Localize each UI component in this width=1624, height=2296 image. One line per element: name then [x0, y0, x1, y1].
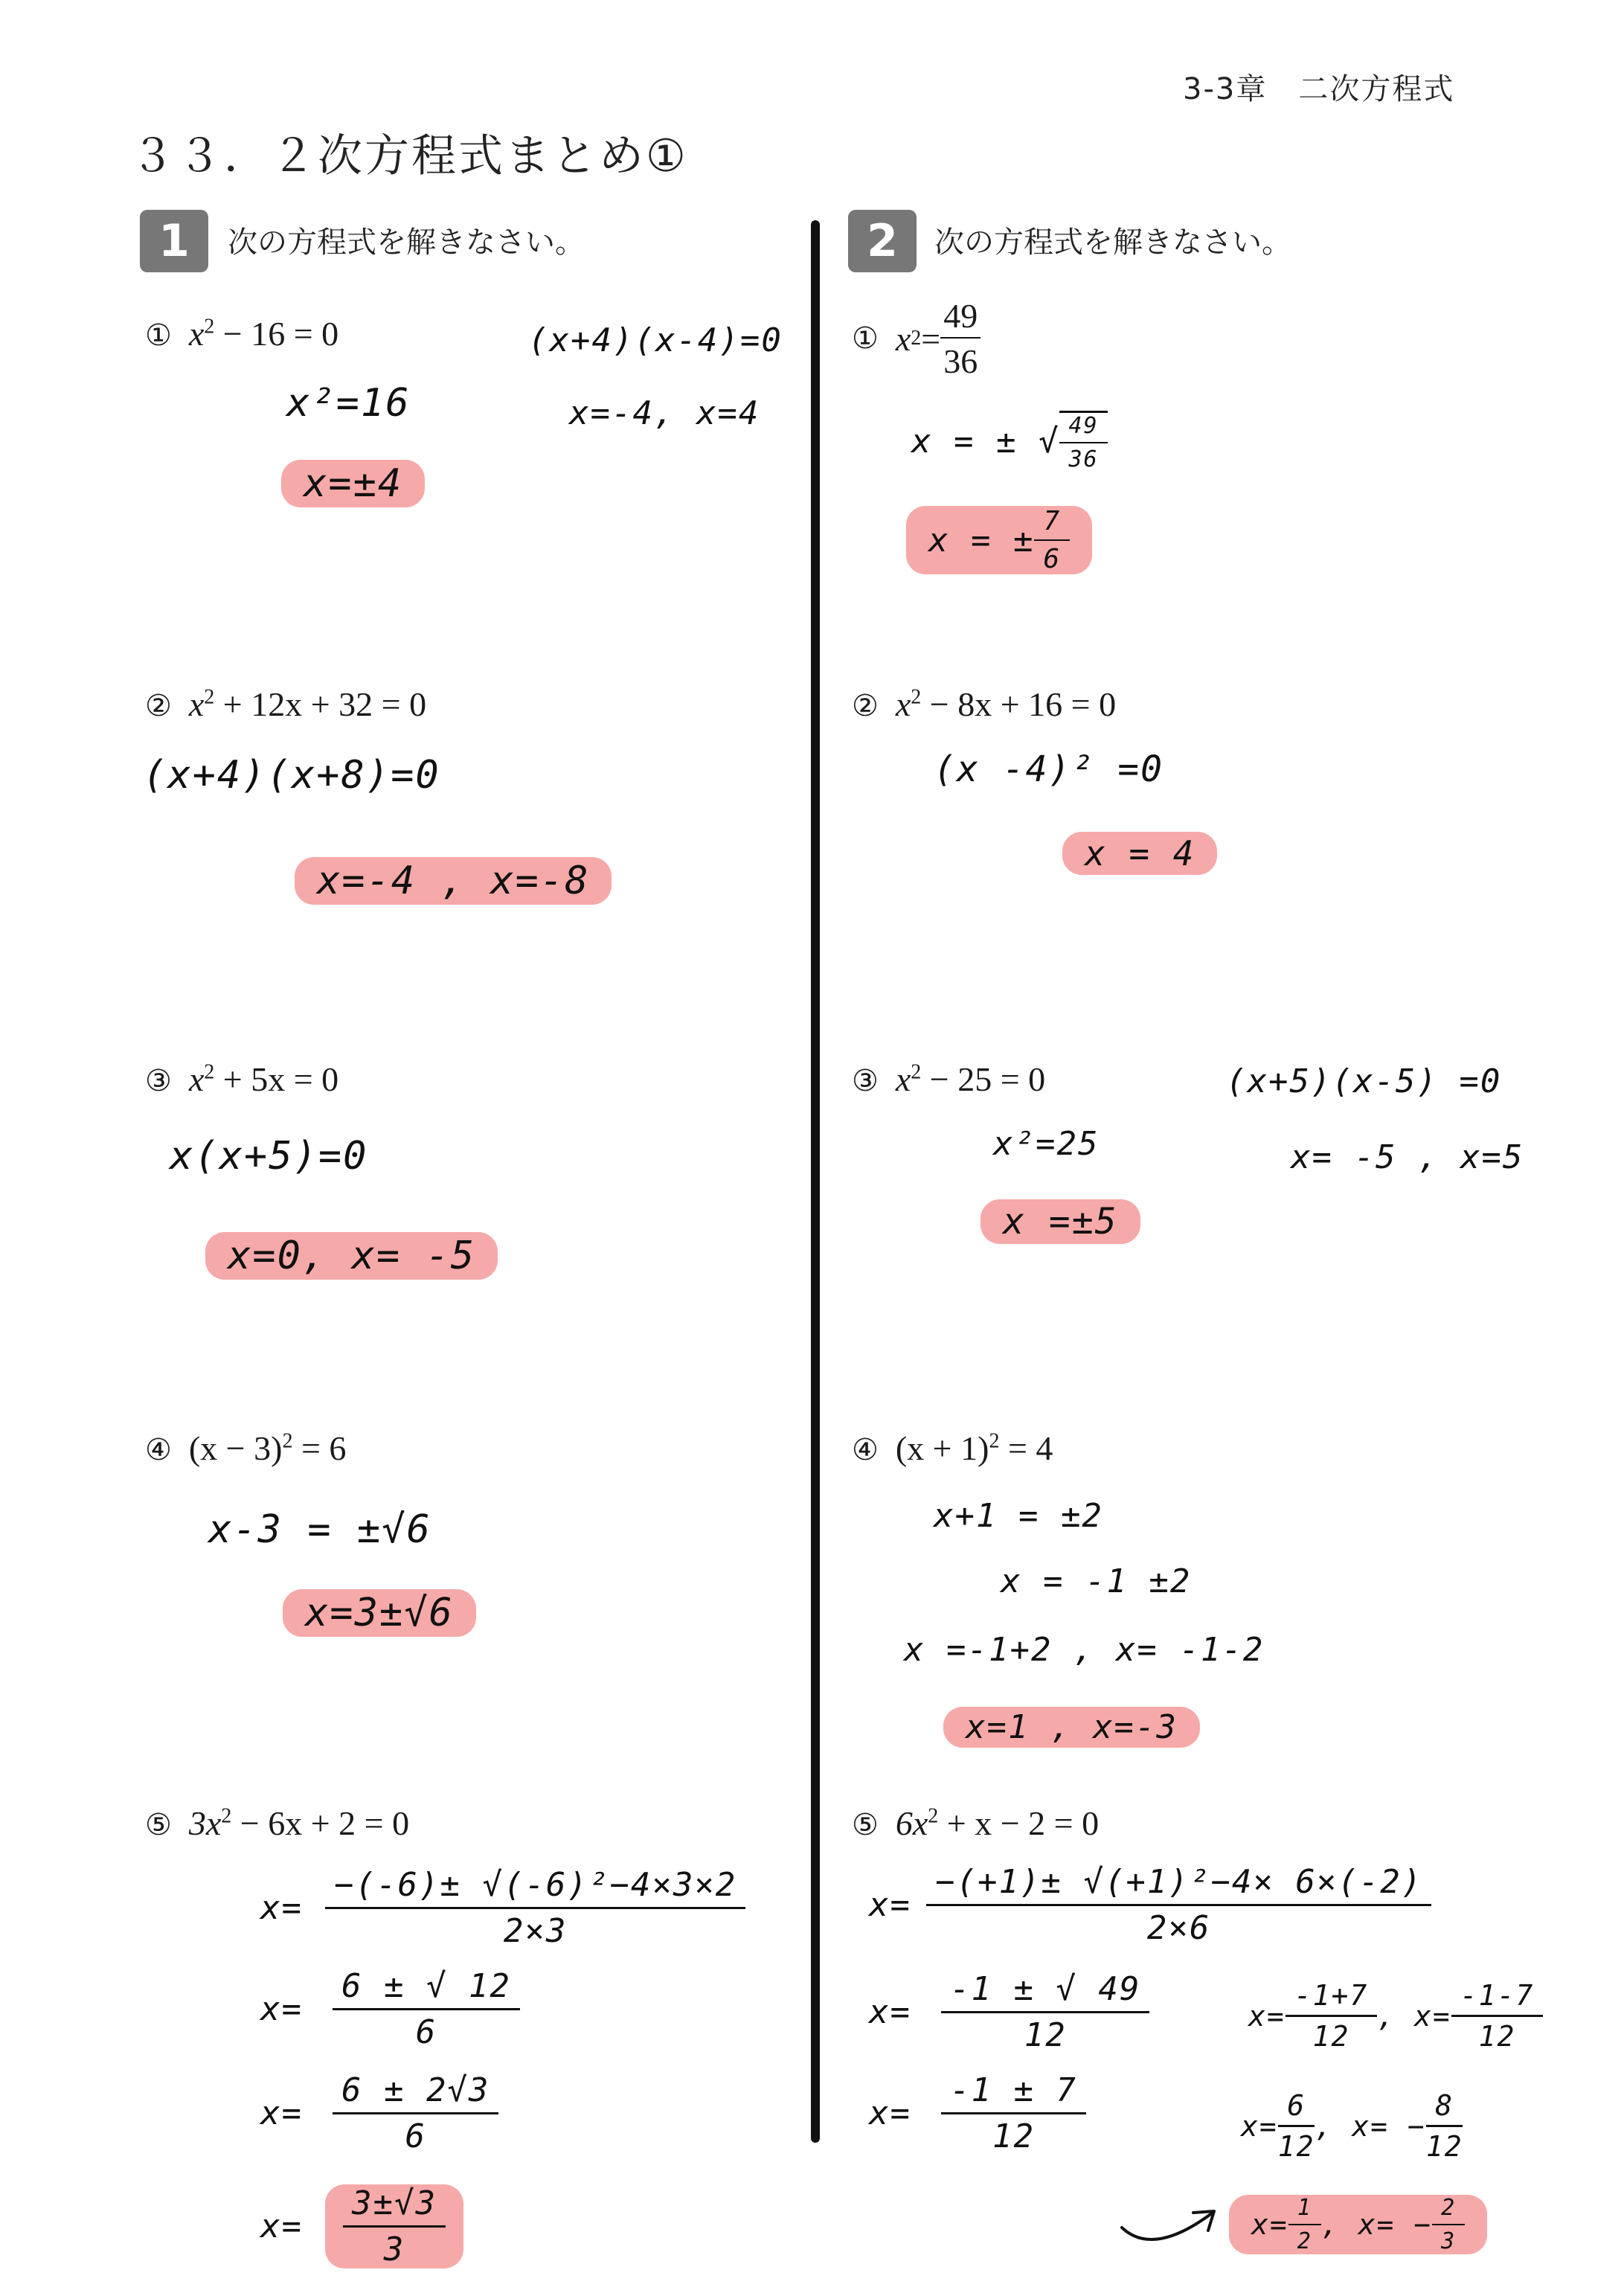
s2-p3-answer: x =±5 [981, 1199, 1140, 1244]
column-divider [811, 220, 820, 2143]
s1-p3-step1: x(x+5)=0 [170, 1134, 368, 1179]
s2-p4-equation [852, 1428, 1053, 1468]
lhs: x= [869, 1886, 911, 1924]
s2-p3-equation [852, 1059, 1045, 1099]
eq-rest: − 16 = 0 [214, 315, 339, 353]
numerator: 3±√3 [343, 2184, 446, 2228]
denominator: 6 [1043, 544, 1062, 574]
problem-number: ⑤ [852, 1808, 879, 1842]
problem-number: ⑤ [145, 1808, 172, 1842]
page-title: ３３．２次方程式まとめ① [130, 130, 688, 182]
numerator: 7 [1034, 506, 1070, 541]
problem-number: ② [852, 689, 879, 723]
s2-p4-step3: x =-1+2 , x= -1-2 [904, 1631, 1265, 1669]
eq-rest: − 8x + 16 = 0 [921, 685, 1117, 723]
eq-term: x [188, 1060, 205, 1098]
eq-rest: = 4 [999, 1429, 1053, 1467]
s1-p5-equation [145, 1803, 409, 1843]
s1-p3-answer: x=0, x= -5 [205, 1232, 498, 1280]
s2-p4-step1: x+1 = ±2 [934, 1497, 1103, 1535]
denominator: 2 [1297, 2228, 1312, 2254]
s1-p1-answer: x=±4 [281, 460, 425, 507]
fraction [325, 2184, 463, 2268]
eq-rest: + x − 2 = 0 [938, 1804, 1100, 1842]
fraction [941, 2071, 1086, 2155]
s2-p5-line3 [869, 2071, 1086, 2155]
eq-rest: + 5x = 0 [214, 1060, 339, 1098]
denominator: 3 [383, 2231, 405, 2268]
eq-exp: 2 [911, 685, 922, 709]
denominator: 36 [1068, 446, 1099, 472]
s1-p1-equation [145, 314, 338, 353]
fraction [1286, 1979, 1378, 2053]
eq-exp: 2 [282, 1429, 293, 1453]
s2-p5-answer [1229, 2195, 1487, 2254]
eq-rest: = 6 [292, 1429, 347, 1467]
lhs: x = ± √ [911, 423, 1060, 461]
s2-p2-equation [852, 684, 1116, 724]
numerator: −(+1)± √(+1)²−4× 6×(-2) [926, 1863, 1431, 1906]
eq-rest: = [921, 319, 941, 358]
eq-rest: + 12x + 32 = 0 [214, 685, 427, 723]
eq-exp: 2 [204, 1060, 215, 1084]
fraction [333, 2071, 498, 2155]
numerator: 1 [1288, 2195, 1321, 2225]
section1-instruction: 次の方程式を解きなさい。 [228, 225, 585, 260]
denominator: 2×3 [503, 1912, 568, 1950]
numerator: 49 [940, 296, 981, 339]
denominator: 12 [1024, 2016, 1067, 2054]
fraction [941, 1970, 1149, 2054]
lhs: , x= − [1315, 2109, 1426, 2143]
lhs: x= [869, 2094, 911, 2132]
lhs: x = ± [928, 521, 1035, 559]
chapter-label: 3-3章 二次方程式 [1183, 72, 1455, 106]
section2-box: 2 [848, 210, 917, 272]
numerator: -1+7 [1286, 1979, 1378, 2017]
eq-exp: 2 [204, 685, 215, 709]
fraction [1278, 2089, 1315, 2163]
denominator: 6 [415, 2013, 437, 2051]
fraction [926, 1863, 1431, 1947]
s2-p4-step2: x = -1 ±2 [1001, 1562, 1192, 1600]
lhs: , x= − [1320, 2208, 1433, 2241]
denominator: 2×6 [1146, 1909, 1211, 1947]
lhs: x= [1241, 2109, 1278, 2143]
denominator: 12 [992, 2117, 1035, 2155]
s2-p5-equation [852, 1803, 1099, 1843]
s1-p4-equation [145, 1428, 346, 1468]
eq-term: x [895, 685, 911, 723]
section2-instruction: 次の方程式を解きなさい。 [934, 225, 1291, 260]
numerator: 6 ± 2√3 [333, 2071, 498, 2114]
lhs: x= [260, 2207, 303, 2245]
s1-p3-equation [145, 1059, 338, 1099]
eq-term: (x + 1) [895, 1429, 989, 1467]
s1-p5-line2 [260, 1967, 520, 2051]
denominator: 12 [1478, 2020, 1516, 2053]
eq-term: x [188, 315, 205, 353]
denominator: 12 [1277, 2130, 1315, 2163]
problem-number: ④ [852, 1433, 879, 1467]
s1-p5-answer [260, 2184, 463, 2268]
numerator: −(-6)± √(-6)²−4×3×2 [325, 1866, 745, 1909]
lhs: x= [260, 1889, 303, 1927]
s2-p3-step1: x²=25 [993, 1125, 1100, 1163]
lhs: , x= [1377, 1999, 1451, 2033]
lhs: x= [1248, 1999, 1286, 2033]
eq-exp: 2 [911, 1060, 922, 1084]
eq-term: x [895, 319, 911, 358]
numerator: -1 ± √ 49 [941, 1970, 1149, 2013]
lhs: x= [260, 2094, 303, 2132]
eq-term: x [188, 685, 205, 723]
problem-number: ③ [145, 1064, 172, 1098]
s1-p4-step1: x-3 = ±√6 [208, 1507, 431, 1552]
denominator: 3 [1441, 2228, 1457, 2254]
eq-exp: 2 [989, 1429, 1000, 1453]
numerator: -1-7 [1451, 1979, 1544, 2017]
denominator: 12 [1312, 2020, 1350, 2053]
problem-number: ④ [145, 1433, 172, 1467]
fraction [1059, 411, 1107, 472]
s2-p5-line1 [869, 1863, 1431, 1947]
fraction [940, 296, 981, 381]
fraction [1451, 1979, 1544, 2053]
numerator: 8 [1426, 2089, 1463, 2127]
eq-term: x [895, 1060, 911, 1098]
fraction [1432, 2195, 1465, 2254]
s2-p1-answer [906, 506, 1092, 574]
problem-number: ③ [852, 1064, 879, 1098]
fraction [1034, 506, 1070, 574]
s2-p3-step2: (x+5)(x-5) =0 [1226, 1062, 1502, 1100]
fraction [1426, 2089, 1463, 2163]
s2-p5-right1 [1248, 1979, 1543, 2053]
lhs: x= [1251, 2208, 1288, 2241]
lhs: x= [869, 1993, 911, 2031]
s2-p1-equation: ① x 2 = $\frac{49}{36}$ [852, 296, 981, 381]
problem-number: ① [145, 318, 172, 353]
s1-p2-step1: (x+4)(x+8)=0 [143, 753, 440, 798]
s1-p5-line3 [260, 2071, 498, 2155]
arrow-icon [1116, 2190, 1227, 2250]
denominator: 6 [405, 2117, 426, 2155]
fraction [1288, 2195, 1321, 2254]
s2-p5-right2 [1241, 2089, 1463, 2163]
numerator: 6 ± √ 12 [333, 1967, 520, 2010]
s1-p2-answer: x=-4 , x=-8 [295, 857, 612, 905]
numerator: 2 [1432, 2195, 1465, 2225]
s1-p4-answer: x=3±√6 [283, 1589, 476, 1637]
denominator: 36 [943, 342, 978, 380]
numerator: 49 [1059, 413, 1107, 443]
s1-p1-step1: (x+4)(x-4)=0 [528, 321, 783, 359]
s1-p1-step3: x²=16 [286, 381, 411, 426]
eq-exp: 2 [928, 1804, 939, 1828]
eq-rest: − 6x + 2 = 0 [231, 1804, 410, 1842]
s2-p1-step1 [911, 411, 1108, 472]
fraction [325, 1866, 745, 1950]
eq-rest: − 25 = 0 [921, 1060, 1046, 1098]
problem-number: ② [145, 689, 172, 723]
numerator: 6 [1278, 2089, 1315, 2127]
s2-p4-answer: x=1 , x=-3 [943, 1707, 1200, 1748]
eq-term: 6x [895, 1804, 928, 1842]
fraction [333, 1967, 520, 2051]
numerator: -1 ± 7 [941, 2071, 1086, 2114]
s1-p2-equation [145, 684, 426, 724]
s2-p5-line2 [869, 1970, 1149, 2054]
s2-p2-step1: (x -4)² =0 [934, 748, 1164, 790]
denominator: 12 [1425, 2130, 1463, 2163]
eq-term: (x − 3) [188, 1429, 283, 1467]
s1-p1-step2: x=-4, x=4 [569, 394, 760, 432]
s2-p2-answer: x = 4 [1062, 832, 1217, 875]
eq-exp: 2 [204, 315, 215, 339]
s1-p5-line1 [260, 1866, 745, 1950]
section1-box: 1 [140, 210, 208, 272]
eq-term: 3x [188, 1804, 222, 1842]
lhs: x= [260, 1990, 303, 2028]
eq-exp: 2 [221, 1804, 232, 1828]
s2-p3-step3: x= -5 , x=5 [1291, 1138, 1524, 1176]
problem-number: ① [852, 321, 879, 356]
